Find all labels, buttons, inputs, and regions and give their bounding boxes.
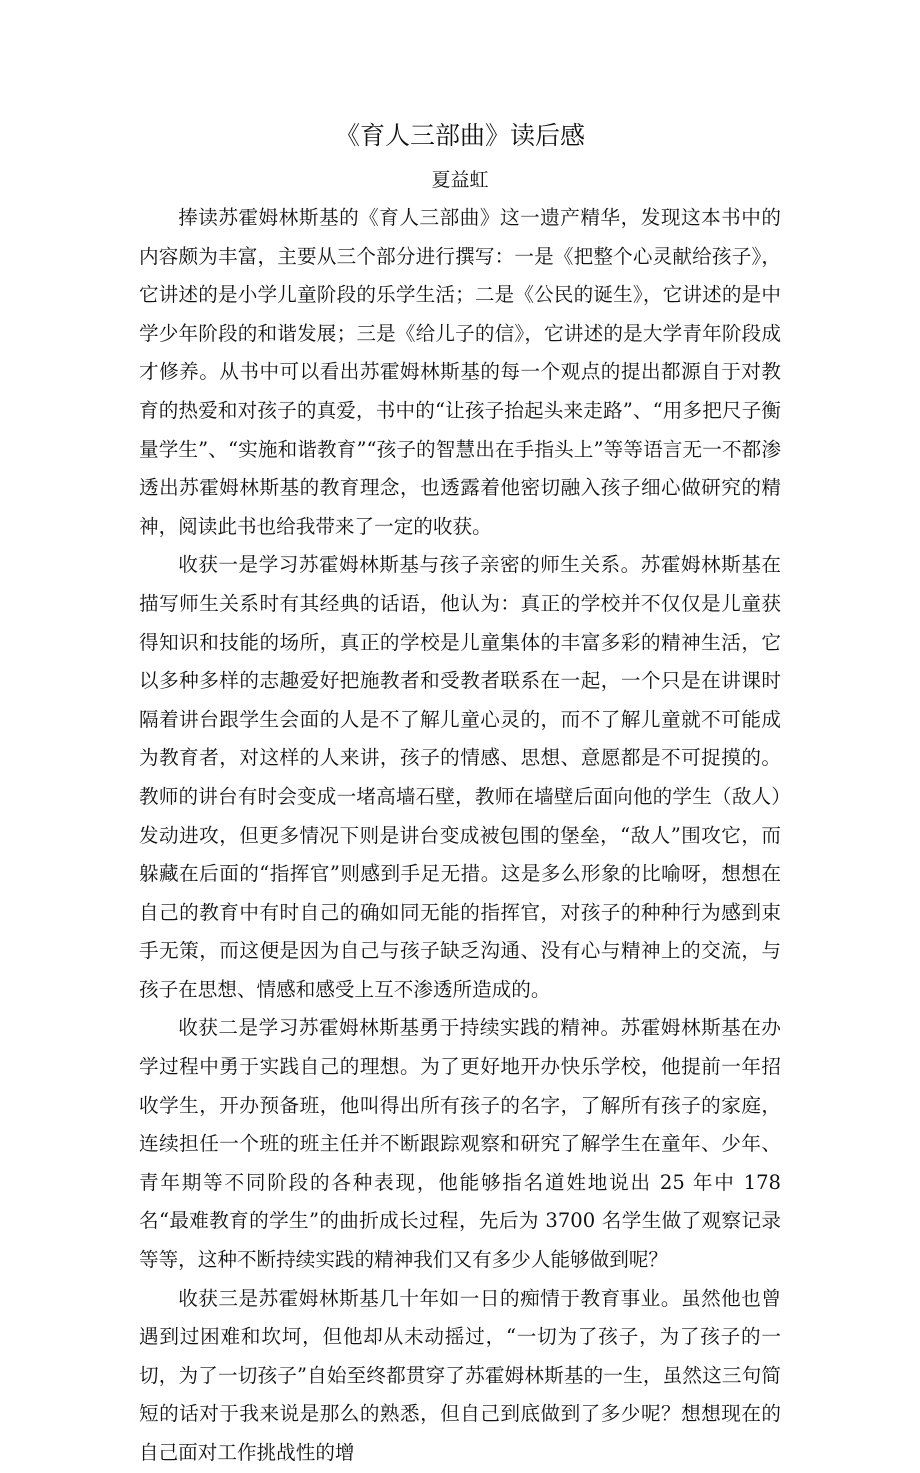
paragraph-intro: 捧读苏霍姆林斯基的《育人三部曲》这一遗产精华，发现这本书中的内容颇为丰富，主要从三个部分进行撰写：一是《把整个心灵献给孩子》，它讲述的是小学儿童阶段的乐学生活；二是《公民的诞生》，它讲述的是中学少年阶段的和谐发展；三是《给儿子的信》，它讲述的是大学青年阶段成才修养。从书中可以看出苏霍姆林斯基的每一个观点的提出都源自于对教育的热爱和对孩子的真爱，书中的“让孩子抬起头来走路”、“用多把尺子衡量学生”、“实施和谐教育”“孩子的智慧出在手指头上”等等语言无一不都渗透出苏霍姆林斯基的教育理念，也透露着他密切融入孩子细心做研究的精神，阅读此书也给我带来了一定的收获。 [139, 206, 781, 538]
paragraph-gain-three: 收获三是苏霍姆林斯基几十年如一日的痴情于教育事业。虽然他也曾遇到过困难和坎坷，但他却从未动摇过，“一切为了孩子，为了孩子的一切，为了一切孩子”自始至终都贯穿了苏霍姆林斯基的一生，虽然这三句简短的话对于我来说是那么的熟悉，但自己到底做到了多少呢？想想现在的自己面对工作挑战性的增 [139, 1286, 781, 1464]
paragraph-gain-two: 收获二是学习苏霍姆林斯基勇于持续实践的精神。苏霍姆林斯基在办学过程中勇于实践自己的理想。为了更好地开办快乐学校，他提前一年招收学生，开办预备班，他叫得出所有孩子的名字，了解所有孩子的家庭，连续担任一个班的班主任并不断跟踪观察和研究了解学生在童年、少年、青年期等不同阶段的各种表现，他能够指名道姓地说出 25 年中 178 名“最难教育的学生”的曲折成长过程，先后为 3700 名学生做了观察记录等等，这种不断持续实践的精神我们又有多少人能够做到呢？ [139, 1016, 781, 1272]
paragraph-gain-one: 收获一是学习苏霍姆林斯基与孩子亲密的师生关系。苏霍姆林斯基在描写师生关系时有其经典的话语，他认为：真正的学校并不仅仅是儿童获得知识和技能的场所，真正的学校是儿童集体的丰富多彩的精神生活，它以多种多样的志趣爱好把施教者和受教者联系在一起，一个只是在讲课时隔着讲台跟学生会面的人是不了解儿童心灵的，而不了解儿童就不可能成为教育者，对这样的人来讲，孩子的情感、思想、意愿都是不可捉摸的。教师的讲台有时会变成一堵高墙石壁，教师在墙壁后面向他的学生（敌人）发动进攻，但更多情况下则是讲台变成被包围的堡垒，“敌人”围攻它，而躲藏在后面的“指挥官”则感到手足无措。这是多么形象的比喻呀，想想在自己的教育中有时自己的确如同无能的指挥官，对孩子的种种行为感到束手无策，而这便是因为自己与孩子缺乏沟通、没有心与精神上的交流，与孩子在思想、情感和感受上互不渗透所造成的。 [139, 553, 781, 1001]
document-title: 《育人三部曲》读后感 [334, 121, 585, 150]
document-author: 夏益虹 [431, 169, 489, 191]
document-body [139, 199, 781, 1473]
